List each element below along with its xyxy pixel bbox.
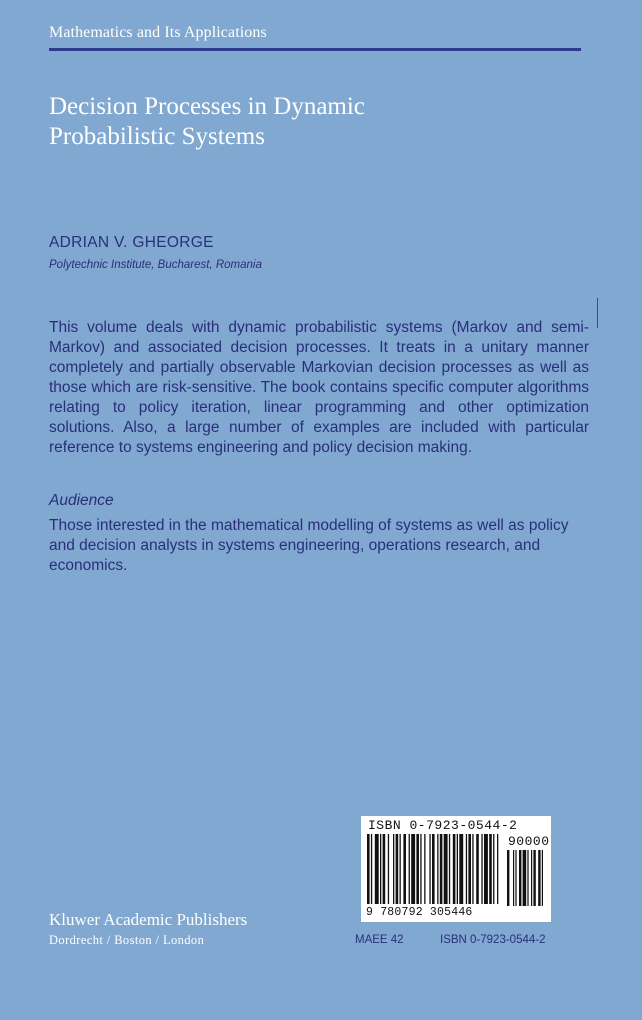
barcode-bar: [400, 834, 401, 904]
isbn-footer: ISBN 0-7923-0544-2: [440, 934, 546, 946]
barcode-bar: [416, 834, 419, 904]
barcode-bar: [424, 834, 425, 904]
publisher-name: Kluwer Academic Publishers: [49, 910, 248, 929]
series-title: Mathematics and Its Applications: [49, 24, 267, 41]
barcode-bar: [403, 834, 406, 904]
barcode-bar: [484, 834, 488, 904]
barcode-bar: [472, 834, 473, 904]
barcode-bar: [481, 834, 482, 904]
barcode-addon-bar: [538, 850, 540, 906]
barcode-bar: [489, 834, 492, 904]
barcode-addon-bar: [513, 850, 514, 906]
author-name: ADRIAN V. GHEORGE: [49, 234, 214, 251]
margin-mark: [597, 298, 598, 328]
barcode-bar: [409, 834, 410, 904]
barcode-bar: [383, 834, 386, 904]
barcode-bar: [453, 834, 456, 904]
barcode-bar: [429, 834, 430, 904]
barcode-addon-bar: [519, 850, 521, 906]
barcode-bars: [363, 834, 549, 908]
barcode-bar: [380, 834, 381, 904]
barcode-bar: [476, 834, 479, 904]
barcode-addon-bar: [531, 850, 532, 906]
barcode-bar: [367, 834, 370, 904]
barcode-addon-bar: [523, 850, 527, 906]
book-title-line-1: Decision Processes in Dynamic: [49, 93, 365, 120]
header-rule: [49, 48, 581, 51]
barcode-bar: [440, 834, 443, 904]
barcode-bar: [396, 834, 399, 904]
series-code: MAEE 42: [355, 934, 404, 946]
barcode-bar: [457, 834, 458, 904]
audience-text: Those interested in the mathematical modelling of systems as well as policy and decision analysts in systems engineering, operations research, and economics.: [49, 517, 569, 574]
barcode-addon-bar: [527, 850, 528, 906]
barcode-bar: [371, 834, 372, 904]
audience-heading: Audience: [49, 492, 114, 509]
barcode-bar: [444, 834, 448, 904]
barcode-addon-bar: [515, 850, 516, 906]
publisher-cities: Dordrecht / Boston / London: [49, 933, 205, 947]
barcode-bar: [432, 834, 435, 904]
barcode-bar: [497, 834, 498, 904]
barcode-bar: [437, 834, 438, 904]
barcode-bar: [466, 834, 467, 904]
barcode-digits: 9 780792 305446: [366, 906, 473, 919]
barcode-bar: [388, 834, 389, 904]
barcode-isbn-label: ISBN 0-7923-0544-2: [368, 818, 518, 833]
barcode-bar: [375, 834, 379, 904]
barcode-addon-number: 90000: [508, 834, 550, 849]
barcode-bar: [411, 834, 415, 904]
barcode-bar: [420, 834, 421, 904]
author-affiliation: Polytechnic Institute, Bucharest, Romania: [49, 259, 262, 271]
book-title: [49, 92, 589, 152]
barcode-bar: [393, 834, 394, 904]
barcode-bar: [449, 834, 450, 904]
barcode-bar: [459, 834, 463, 904]
barcode-addon-bar: [507, 850, 509, 906]
barcode-bar: [493, 834, 494, 904]
barcode-addon-bar: [533, 850, 535, 906]
book-title-line-2: Probabilistic Systems: [49, 123, 265, 150]
barcode-bar: [468, 834, 471, 904]
book-description: This volume deals with dynamic probabilistic systems (Markov and semi-Markov) and associated decision processes. It treats in a unitary manner completely and partially observable Markovian decision processes as well as those which are risk-sensitive. The book contains specific computer algorithms relating to policy iteration, linear programming and other optimization solutions. Also, a large number of examples are included with particular reference to systems engineering and policy decision making.: [49, 319, 589, 456]
barcode-addon-bar: [542, 850, 543, 906]
